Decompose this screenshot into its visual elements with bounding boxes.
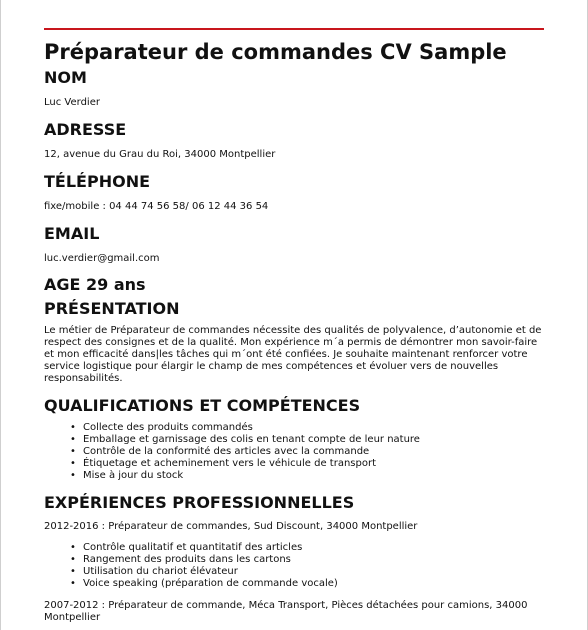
list-item: • Étiquetage et acheminement vers le véhicule de transport (83, 458, 544, 470)
value-adresse: 12, avenue du Grau du Roi, 34000 Montpellier (44, 149, 276, 160)
list-item: • Contrôle de la conformité des articles avec la commande (83, 446, 544, 458)
heading-qualifications: QUALIFICATIONS ET COMPÉTENCES (44, 396, 361, 415)
heading-experiences: EXPÉRIENCES PROFESSIONNELLES (44, 493, 355, 512)
job-duties-list (44, 542, 544, 590)
list-item: • Emballage et garnissage des colis en tenant compte de leur nature (83, 434, 544, 446)
title-rule (44, 28, 544, 30)
heading-telephone: TÉLÉPHONE (44, 172, 151, 191)
heading-email: EMAIL (44, 224, 100, 243)
heading-age: AGE 29 ans (44, 275, 146, 294)
page-title: Préparateur de commandes CV Sample (44, 40, 507, 64)
list-item: • Utilisation du chariot élévateur (83, 566, 544, 578)
job-title: 2007-2012 : Préparateur de commande, Méca Transport, Pièces détachées pour camions, 34000 Montpellier (44, 600, 528, 623)
heading-adresse: ADRESSE (44, 120, 127, 139)
list-item: • Mise à jour du stock (83, 470, 544, 482)
list-item: • Voice speaking (préparation de commande vocale) (83, 578, 544, 590)
value-telephone: fixe/mobile : 04 44 74 56 58/ 06 12 44 36 54 (44, 201, 269, 212)
heading-nom: NOM (44, 68, 87, 87)
value-email[interactable]: luc.verdier@gmail.com (44, 253, 160, 264)
value-nom: Luc Verdier (44, 97, 100, 108)
job-title: 2012-2016 : Préparateur de commandes, Sud Discount, 34000 Montpellier (44, 521, 418, 532)
qualifications-list (44, 422, 544, 482)
presentation-text: Le métier de Préparateur de commandes nécessite des qualités de polyvalence, d’autonomie et de respect des consignes et de la qualité. Mon expérience m´a permis de démontrer mon savoir-faire et mon efficacité dans|les tâches qui m´ont été confiées. Je souhaite maintenant renforcer votre service logistique pour élargir le champ de mes compétences et évoluer vers de nouvelles responsabilités. (44, 325, 542, 384)
list-item: • Contrôle qualitatif et quantitatif des articles (83, 542, 544, 554)
cv-document (44, 38, 544, 624)
heading-presentation: PRÉSENTATION (44, 299, 180, 318)
list-item: • Collecte des produits commandés (83, 422, 544, 434)
list-item: • Rangement des produits dans les cartons (83, 554, 544, 566)
